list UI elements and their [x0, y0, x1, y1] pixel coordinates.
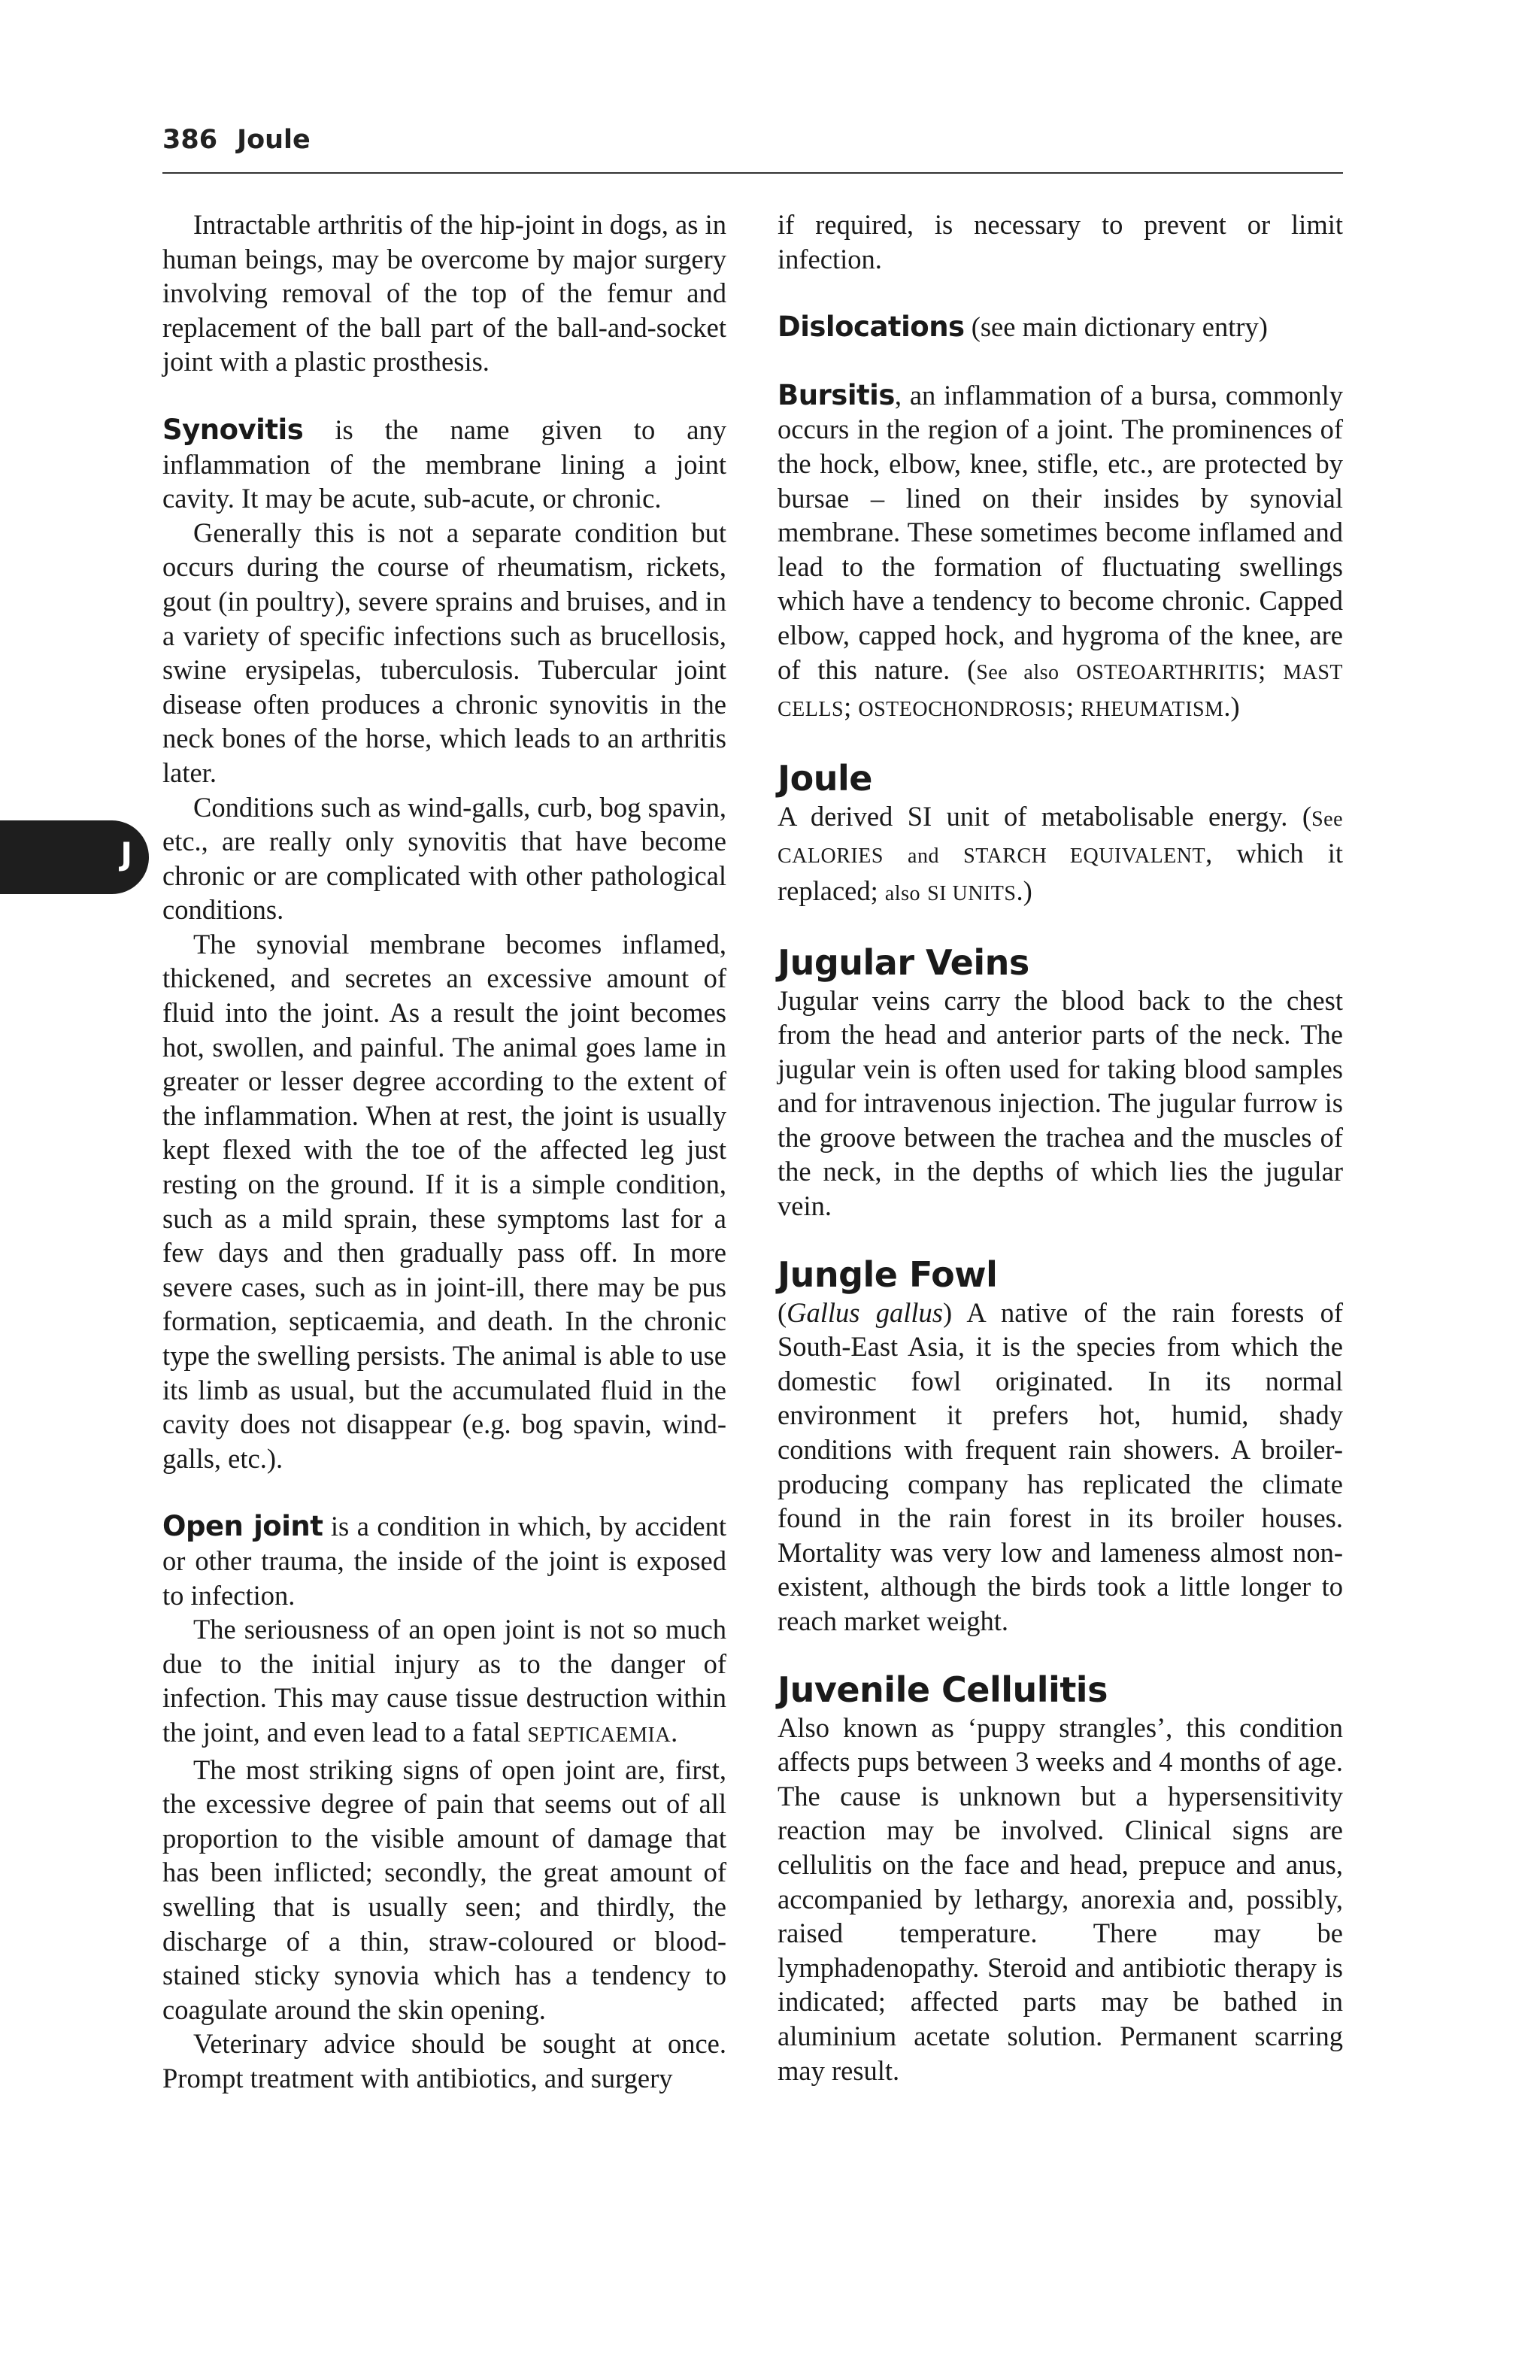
entry-heading-jungle-fowl: Jungle Fowl [778, 1254, 998, 1295]
xref-si-units[interactable]: SI UNITS [927, 881, 1017, 905]
paragraph-bursitis: Bursitis, an inflammation of a bursa, commonly occurs in the region of a joint. The prominences of the hock, elbow, knee, stifle, etc., are protected by bursae – lined on their insides by synovial membrane. These sometimes become inflamed and lead to the formation of fluctuating swellings which have a tendency to become chronic. Capped elbow, capped hock, and hygroma of the knee, are of this nature. (See also OSTEOARTHRITIS; MAST CELLS; OSTEOCHONDROSIS; RHEUMATISM.) [778, 378, 1343, 723]
paragraph-open-joint-seriousness [162, 1612, 726, 1752]
entry-heading-joule: Joule [778, 757, 872, 799]
paragraph-synovitis [162, 413, 726, 516]
xref-mast-cells[interactable]: MAST CELLS [778, 660, 1343, 722]
xref-osteochondrosis[interactable]: OSTEOCHONDROSIS [858, 698, 1066, 722]
joule-also: also [884, 881, 920, 905]
paragraph-continued: if required, is necessary to prevent or limit infection. [778, 209, 1343, 274]
left-column [162, 208, 726, 2095]
entry-heading-juvenile-cellulitis: Juvenile Cellulitis [778, 1669, 1108, 1710]
page-number: 386 [162, 125, 218, 155]
paragraph-open-joint-signs: The most striking signs of open joint are, first, the excessive degree of pain that seems out of all proportion to the visible amount of damage that has been inflicted; secondly, the great amount of swelling that is usually seen; and thirdly, the discharge of a thin, straw-coloured or blood-stained sticky synovia which has a tendency to coagulate around the skin opening. [162, 1754, 726, 2025]
subhead-synovitis: Synovitis [162, 413, 304, 446]
xref-septicaemia[interactable]: SEPTICAEMIA [527, 1723, 671, 1747]
paragraph-hip-arthritis: Intractable arthritis of the hip-joint in dogs, as in human beings, may be overcome by major surgery involving removal of the top of the femur and replacement of the ball part of the ball-and-socket joint with a plastic prosthesis. [162, 209, 726, 377]
synovitis-text: is the name given to any inflammation of the membrane lining a joint cavity. It may be acute, sub-acute, or chronic. [162, 414, 726, 514]
running-head [162, 125, 1343, 170]
paragraph-juvenile-cellulitis: Also known as ‘puppy strangles’, this condition affects pups between 3 weeks and 4 months of age. The cause is unknown but a hypersensitivity reaction may be involved. Clinical signs are cellulitis on the face and head, prepuce and anus, accompanied by lethargy, anorexia and, possibly, raised temperature. There may be lymphadenopathy. Steroid and antibiotic therapy is indicated; affected parts may be bathed in aluminium acetate solution. Permanent scarring may result. [778, 1711, 1343, 2086]
open-joint-text: is a condition in which, by accident or other trauma, the inside of the joint is exposed to infection. [162, 1511, 726, 1611]
joule-text: A derived SI unit of metabolisable energy. ( [778, 800, 1312, 832]
paragraph-synovitis-signs: The synovial membrane becomes inflamed, thickened, and secretes an excessive amount of fluid into the joint. As a result the joint becomes hot, swollen, and painful. The animal goes lame in greater or lesser degree according to the extent of the inflammation. When at rest, the joint is usually kept flexed with the toe of the affected leg just resting on the ground. If it is a simple condition, such as a mild sprain, these symptoms last for a few days and then gradually pass off. In more severe cases, such as in joint-ill, there may be pus formation, septicaemia, and death. In the chronic type the swelling persists. The animal is able to use its limb as usual, but the accumulated fluid in the cavity does not disappear (e.g. bog spavin, wind-galls, etc.). [162, 928, 726, 1474]
jungle-fowl-text: ) A native of the rain forests of South-East Asia, it is the species from which the domestic fowl originated. In its normal environment it prefers hot, humid, shady conditions with frequent rain showers. A broiler-producing company has replicated the climate found in the rain forest in its broiler houses. Mortality was very low and lameness almost non-existent, although the birds took a little longer to reach market weight. [778, 1296, 1343, 1636]
paragraph-jungle-fowl: (Gallus gallus) A native of the rain forests of South-East Asia, it is the species from which the domestic fowl originated. In its normal environment it prefers hot, humid, shady conditions with frequent rain showers. A broiler-producing company has replicated the climate found in the rain forest in its broiler houses. Mortality was very low and lameness almost non-existent, although the birds took a little longer to reach market weight. [778, 1296, 1343, 1636]
paragraph-jugular-veins: Jugular veins carry the blood back to the chest from the head and anterior parts of the neck. The jugular vein is often used for taking blood samples and for intravenous injection. The jugular furrow is the groove between the trachea and the muscles of the neck, in the depths of which lies the jugular vein. [778, 984, 1343, 1222]
joule-see: See [1311, 807, 1343, 831]
subhead-bursitis: Bursitis [778, 378, 895, 411]
thumb-index-tab [0, 820, 149, 894]
paragraph-open-joint-advice: Veterinary advice should be sought at once. Prompt treatment with antibiotics, and surgery [162, 2028, 726, 2093]
entry-heading-jugular-veins: Jugular Veins [778, 941, 1029, 983]
bursitis-see-also: See also [976, 660, 1060, 684]
paragraph-synovitis-conditions: Conditions such as wind-galls, curb, bog spavin, etc., are really only synovitis that have become chronic or are complicated with other pathological conditions. [162, 791, 726, 926]
running-head-title: Joule [237, 125, 311, 155]
joule-and: and [908, 844, 939, 869]
dislocations-note: (see main dictionary entry) [964, 311, 1268, 343]
open-joint-seriousness-text: The seriousness of an open joint is not so much due to the initial injury as to the danger of infection. This may cause tissue destruction within the joint, and even lead to a fatal [162, 1614, 726, 1748]
right-column [778, 208, 1343, 2087]
bursitis-text: , an inflammation of a bursa, commonly occurs in the region of a joint. The prominences of the hock, elbow, knee, stifle, etc., are protected by bursae – lined on their insides by synovial membrane. These sometimes become inflamed and lead to the formation of fluctuating swellings which have a tendency to become chronic. Capped elbow, capped hock, and hygroma of the knee, are of this nature. ( [778, 379, 1343, 685]
header-rule [162, 172, 1343, 174]
paragraph-joule: A derived SI unit of metabolisable energy. (See CALORIES and STARCH EQUIVALENT, which it replaced; also SI UNITS.) [778, 800, 1343, 906]
xref-rheumatism[interactable]: RHEUMATISM [1081, 698, 1224, 722]
subhead-dislocations: Dislocations [778, 311, 965, 344]
paragraph-open-joint [162, 1509, 726, 1612]
paragraph-synovitis-causes: Generally this is not a separate condition but occurs during the course of rheumatism, rickets, gout (in poultry), severe sprains and bruises, and in a variety of specific infections such as brucellosis, swine erysipelas, tuberculosis. Tubercular joint disease often produces a chronic synovitis in the neck bones of the horse, which leads to an arthritis later. [162, 517, 726, 788]
latin-name: Gallus gallus [787, 1296, 944, 1328]
subhead-open-joint: Open joint [162, 1510, 323, 1543]
thumb-tab-letter: J [120, 835, 132, 872]
open-joint-seriousness-end: . [671, 1716, 678, 1748]
paragraph-dislocations [778, 310, 1343, 344]
xref-starch-equivalent[interactable]: STARCH EQUIVALENT [963, 844, 1206, 869]
xref-osteoarthritis[interactable]: OSTEOARTHRITIS [1076, 660, 1259, 684]
joule-text-2: , which it replaced; [778, 838, 1343, 906]
xref-calories[interactable]: CALORIES [778, 844, 884, 869]
